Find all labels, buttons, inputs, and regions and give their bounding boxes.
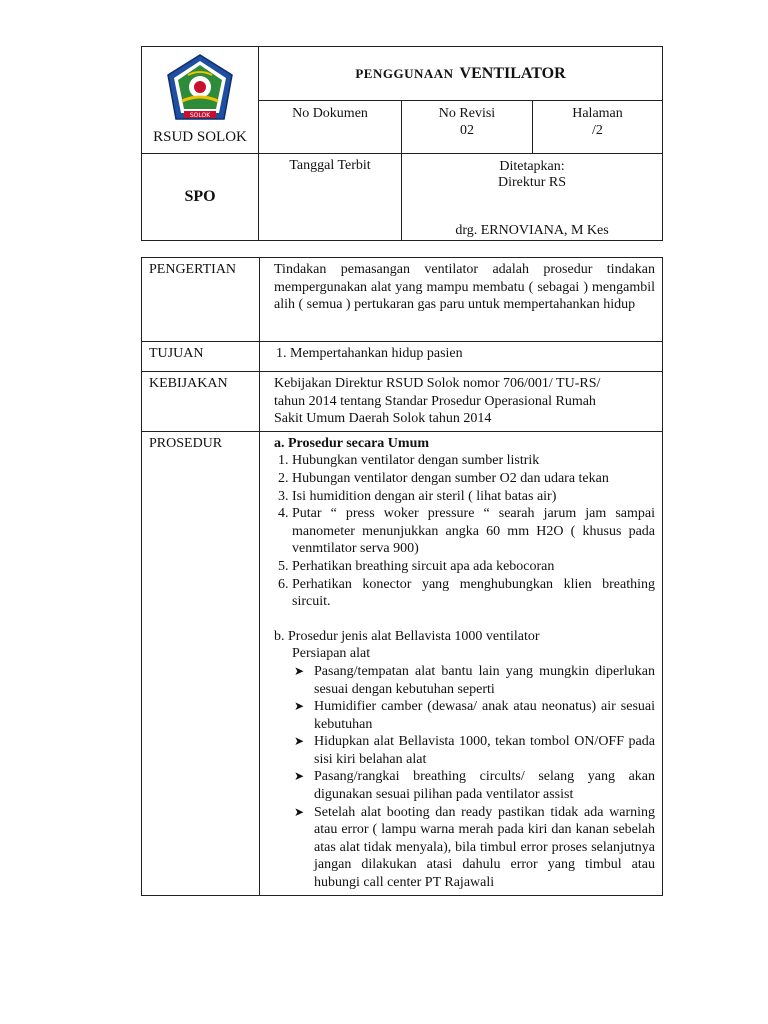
kebijakan-line: Sakit Umum Daerah Solok tahun 2014 [274, 411, 492, 427]
list-item: ➤ Pasang/tempatan alat bantu lain yang mungkin diperlukan sesuai dengan kebutuhan seperti [294, 663, 655, 697]
spo-label: SPO [142, 154, 259, 241]
list-item: ➤ Hidupkan alat Bellavista 1000, tekan tombol ON/OFF pada sisi kiri belahan alat [294, 734, 655, 767]
prosedur-a-heading: a. Prosedur secara Umum [274, 435, 430, 451]
logo-cell [142, 47, 259, 154]
content-tujuan [260, 342, 663, 372]
content-kebijakan [260, 372, 663, 432]
signatory-name: drg. ERNOVIANA, M Kes [455, 223, 609, 238]
set-by-label: Ditetapkan: [499, 159, 565, 174]
label-tujuan: TUJUAN [142, 342, 260, 372]
revision-cell [402, 101, 533, 154]
row-tujuan [142, 342, 663, 372]
prosedur-b-heading: b. Prosedur jenis alat Bellavista 1000 ventilator [274, 628, 540, 644]
hospital-logo-icon [164, 53, 236, 131]
arrow-bullet-icon: ➤ [294, 699, 305, 714]
issue-date-label: Tanggal Terbit [259, 154, 402, 241]
prosedur-b-subheading: Persiapan alat [292, 646, 371, 662]
label-pengertian: PENGERTIAN [142, 258, 260, 342]
arrow-bullet-icon: ➤ [294, 663, 305, 678]
row-kebijakan [142, 372, 663, 432]
content-prosedur [260, 431, 663, 895]
list-item: 4. Putar “ press woker pressure “ searah jarum jam sampai manometer menunjukkan angka 60 mm H2O ( khusus pada venmtilator serva 900) [292, 505, 655, 558]
arrow-bullet-icon: ➤ [294, 769, 305, 784]
list-item: ➤ Setelah alat booting dan ready pastikan tidak ada warning atau error ( lampu warna merah pada kiri dan kanan sebelah atas alat tidak menyala), bila timbul error proses selanjutnya jangan dilakukan atasi dahulu error yang timbul atau hubungi call center PT Rajawali [294, 804, 655, 891]
kebijakan-line: Kebijakan Direktur RSUD Solok nomor 706/001/ TU-RS/ [274, 376, 601, 391]
document-header-table [141, 46, 663, 241]
title-prefix: PENGGUNAAN [355, 65, 454, 81]
list-item: 3. Isi humidition dengan air steril ( lihat batas air) [292, 488, 655, 506]
prosedur-a-list [274, 452, 655, 610]
arrow-bullet-icon: ➤ [294, 804, 305, 819]
procedure-body-table [141, 257, 663, 896]
set-by-role: Direktur RS [497, 175, 567, 190]
page-cell [533, 101, 663, 154]
title-main: VENTILATOR [459, 64, 566, 82]
prosedur-b-list [274, 663, 655, 892]
row-pengertian [142, 258, 663, 342]
text-pengertian: Tindakan pemasangan ventilator adalah prosedur tindakan mempergunakan alat yang mampu membatu ( sebagai ) mengambil alih ( semua ) pertukaran gas paru untuk mempertahankan hidup [260, 258, 663, 342]
document-title [259, 47, 663, 101]
list-item: 2. Hubungan ventilator dengan sumber O2 dan udara tekan [292, 470, 655, 488]
list-item: 5. Perhatikan breathing sircuit apa ada kebocoran [292, 558, 655, 576]
doc-number-label: No Dokumen [292, 106, 368, 121]
list-item: ➤ Pasang/rangkai breathing circults/ selang yang akan digunakan sesuai pilihan pada ventilator assist [294, 769, 655, 803]
list-item: 6. Perhatikan konector yang menghubungkan klien breathing sircuit. [292, 576, 655, 611]
arrow-bullet-icon: ➤ [294, 734, 305, 749]
hospital-name: RSUD SOLOK [153, 129, 247, 145]
kebijakan-line: tahun 2014 tentang Standar Prosedur Operasional Rumah [274, 393, 596, 409]
revision-value: 02 [460, 123, 474, 138]
page-value: /2 [592, 123, 603, 138]
revision-label: No Revisi [438, 106, 496, 121]
list-item: 1. Mempertahankan hidup pasien [290, 345, 655, 363]
page-label: Halaman [572, 106, 623, 121]
svg-text:SOLOK: SOLOK [189, 112, 211, 119]
list-item: ➤ Humidifier camber (dewasa/ anak atau neonatus) air sesuai kebutuhan [294, 699, 655, 732]
list-item: 1. Hubungkan ventilator dengan sumber listrik [292, 452, 655, 470]
row-prosedur [142, 431, 663, 895]
approval-cell [402, 154, 663, 241]
label-prosedur: PROSEDUR [142, 431, 260, 895]
label-kebijakan: KEBIJAKAN [142, 372, 260, 432]
doc-number-cell [259, 101, 402, 154]
